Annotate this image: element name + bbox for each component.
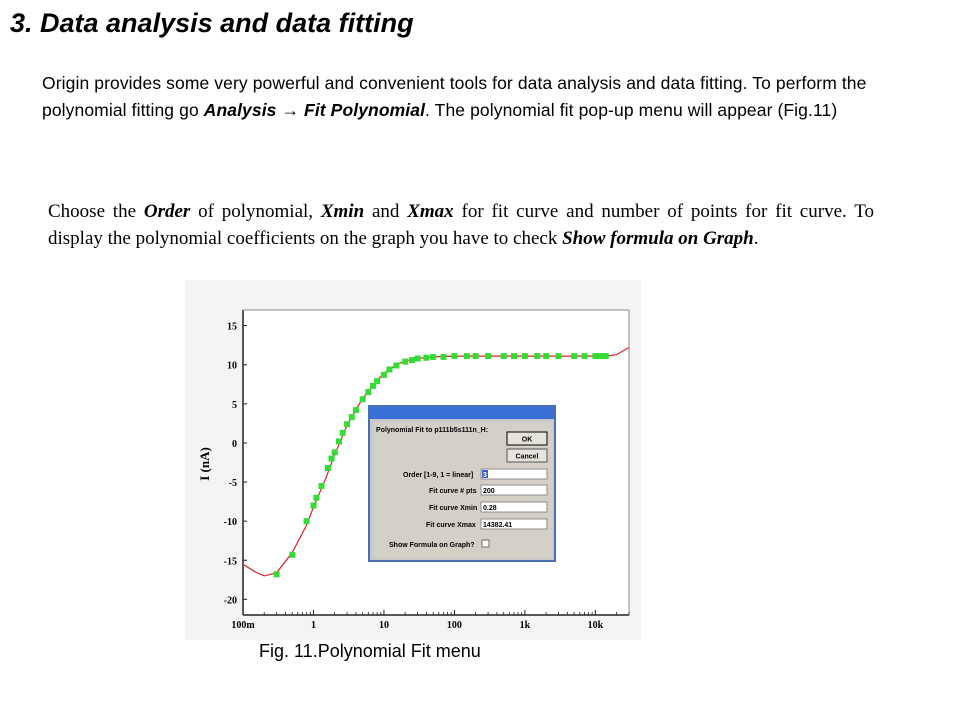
data-point [473, 353, 479, 359]
y-tick-label: -5 [228, 478, 237, 490]
data-point [603, 353, 609, 359]
data-point [409, 357, 415, 363]
ok-button[interactable] [507, 432, 547, 445]
intro-text-1: Origin provides some very powerful and convenient tools for data analysis and data fitting. To perform the polynomial fitting go [42, 73, 867, 120]
y-tick-label: 0 [232, 438, 237, 450]
x-tick-label: 100 [446, 620, 462, 631]
cancel-button[interactable] [507, 449, 547, 462]
data-point [464, 353, 470, 359]
instr-text-1: Choose the [48, 201, 144, 222]
data-point [340, 430, 346, 436]
order-label: Order [1-9, 1 = linear] [403, 472, 474, 479]
instr-text-2: of polynomial, [190, 201, 321, 222]
data-point [289, 552, 295, 558]
data-point [313, 495, 319, 501]
y-tick-label: 10 [227, 360, 237, 372]
data-point [582, 353, 588, 359]
x-tick-label: 100m [231, 620, 255, 631]
order-value: 3 [483, 472, 487, 479]
show-formula-term: Show formula on Graph [562, 228, 754, 249]
data-point [374, 378, 380, 384]
dialog-title: Polynomial Fit to p111b5s111n_H: [376, 427, 489, 434]
intro-paragraph [42, 70, 942, 124]
x-tick-label: 10 [378, 620, 389, 631]
xmax-label: Fit curve Xmax [426, 522, 476, 529]
points-value: 200 [483, 488, 495, 495]
data-point [353, 407, 359, 413]
data-point [332, 449, 338, 455]
data-point [415, 356, 421, 362]
data-point [365, 389, 371, 395]
xmin-label: Fit curve Xmin [429, 505, 478, 512]
dialog-titlebar [370, 407, 554, 419]
data-point [501, 353, 507, 359]
data-point [423, 355, 429, 361]
x-tick-label: 1 [310, 620, 316, 631]
y-tick-label: -20 [223, 595, 237, 607]
xmin-term: Xmin [320, 201, 365, 222]
data-point [485, 353, 491, 359]
y-tick-label: -15 [223, 556, 237, 568]
data-point [430, 354, 436, 360]
data-point [571, 353, 577, 359]
data-point [349, 414, 355, 420]
data-point [592, 353, 598, 359]
x-tick-label: 1k [519, 620, 531, 631]
data-point [511, 353, 517, 359]
data-point [319, 483, 325, 489]
cancel-button-label: Cancel [515, 453, 539, 461]
data-point [311, 503, 317, 509]
data-point [325, 465, 331, 471]
data-point [534, 353, 540, 359]
show-formula-checkbox[interactable] [482, 540, 489, 547]
section-heading: 3. Data analysis and data fitting [10, 8, 414, 38]
data-point [336, 438, 342, 444]
data-point [522, 353, 528, 359]
data-point [543, 353, 549, 359]
figure-screenshot [185, 280, 641, 640]
xmax-term: Xmax [407, 201, 454, 222]
intro-text-2: . The polynomial fit pop-up menu will appear (Fig.11) [425, 100, 838, 120]
points-label: Fit curve # pts [429, 488, 477, 495]
data-point [329, 456, 335, 462]
instr-text-5: . [753, 228, 759, 249]
data-point [387, 366, 393, 372]
data-point [274, 571, 280, 577]
instr-text-4: for fit curve and number of points for fit curve. To display the polynomial coefficients on the graph you have to check [48, 201, 874, 249]
figure-caption: Fig. 11.Polynomial Fit menu [259, 641, 481, 661]
data-point [344, 421, 350, 427]
data-point [304, 518, 310, 524]
polynomial-fit-dialog [369, 406, 555, 561]
x-tick-label: 10k [587, 620, 604, 631]
y-tick-label: -10 [223, 517, 237, 529]
order-term: Order [143, 201, 191, 222]
data-point [402, 359, 408, 365]
data-point [451, 353, 457, 359]
data-point [556, 353, 562, 359]
data-point [393, 363, 399, 369]
xmax-value: 14382.41 [483, 522, 513, 529]
instr-text-3: and [364, 201, 408, 222]
y-axis-label: I (nA) [197, 447, 212, 481]
order-input[interactable] [481, 469, 547, 479]
fit-chart [185, 280, 641, 640]
xmin-value: 0.28 [483, 505, 497, 512]
instructions-paragraph [48, 198, 874, 252]
y-tick-label: 15 [227, 321, 237, 333]
menu-path: Analysis → Fit Polynomial [203, 100, 426, 120]
data-point [360, 396, 366, 402]
data-point [381, 372, 387, 378]
ok-button-label: OK [521, 436, 533, 444]
show-formula-label: Show Formula on Graph? [389, 542, 475, 549]
y-tick-label: 5 [232, 399, 237, 411]
data-point [441, 354, 447, 360]
